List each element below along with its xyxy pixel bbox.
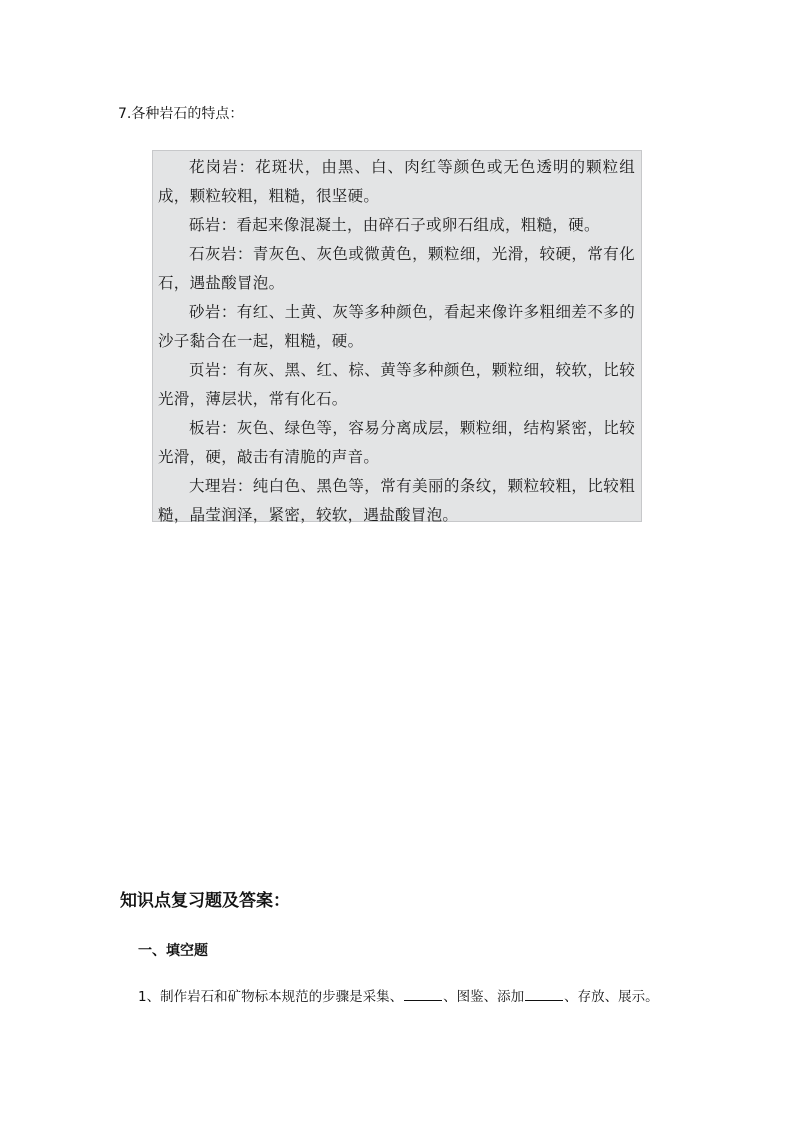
answer-blank-2 xyxy=(525,988,563,1001)
rock-name: 大理岩 xyxy=(189,477,237,495)
rock-item-slate xyxy=(158,414,635,472)
rock-description: ：有红、土黄、灰等多种颜色，看起来像许多粗细差不多的沙子黏合在一起，粗糙，硬。 xyxy=(158,303,635,350)
rock-name: 石灰岩 xyxy=(189,245,237,263)
rock-name: 板岩 xyxy=(189,419,221,437)
rock-features-box xyxy=(152,150,642,522)
rock-item-marble xyxy=(158,472,635,530)
rock-description: ：青灰色、灰色或微黄色，颗粒细，光滑，较硬，常有化石，遇盐酸冒泡。 xyxy=(158,245,635,292)
rock-description: ：纯白色、黑色等，常有美丽的条纹，颗粒较粗，比较粗糙，晶莹润泽，紧密，较软，遇盐酸冒泡。 xyxy=(158,477,635,524)
rock-item-sandstone xyxy=(158,298,635,356)
question-1 xyxy=(138,985,659,1005)
rock-name: 砾岩 xyxy=(189,216,221,234)
question-text-part2: 、图鉴、添加 xyxy=(443,989,525,1005)
rock-name: 页岩 xyxy=(189,361,221,379)
rock-name: 花岗岩 xyxy=(189,158,239,176)
rock-description: ：灰色、绿色等，容易分离成层，颗粒细，结构紧密，比较光滑，硬，敲击有清脆的声音。 xyxy=(158,419,635,466)
answer-blank-1 xyxy=(404,988,442,1001)
rock-description: ：看起来像混凝土，由碎石子或卵石组成，粗糙，硬。 xyxy=(220,216,600,234)
question-text-part1: 1、制作岩石和矿物标本规范的步骤是采集、 xyxy=(138,989,404,1005)
rock-item-granite xyxy=(158,153,635,211)
section-heading-rock-features: 7.各种岩石的特点： xyxy=(118,106,244,122)
question-text-part3: 、存放、展示。 xyxy=(564,989,659,1005)
rock-item-limestone xyxy=(158,240,635,298)
rock-name: 砂岩 xyxy=(189,303,221,321)
rock-description: ：有灰、黑、红、棕、黄等多种颜色，颗粒细，较软，比较光滑，薄层状，常有化石。 xyxy=(158,361,635,408)
review-title: 知识点复习题及答案： xyxy=(120,891,290,911)
fill-in-blank-section-title: 一、填空题 xyxy=(138,943,208,959)
rock-description: ：花斑状，由黑、白、肉红等颜色或无色透明的颗粒组成，颗粒较粗，粗糙，很坚硬。 xyxy=(158,158,635,205)
rock-item-shale xyxy=(158,356,635,414)
rock-item-conglomerate xyxy=(158,211,635,240)
